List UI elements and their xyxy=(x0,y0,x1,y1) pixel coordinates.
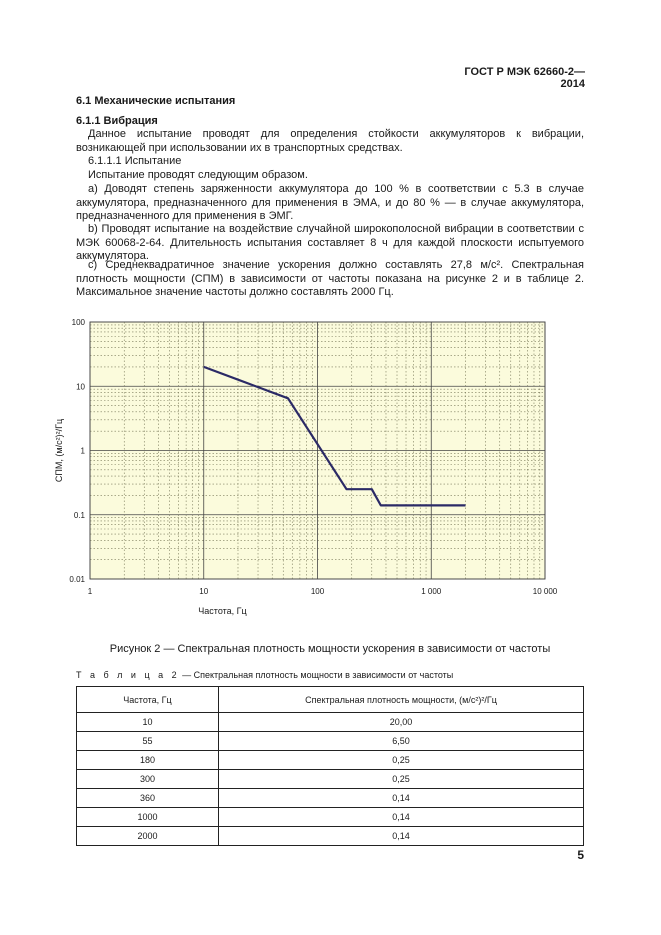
document-header: ГОСТ Р МЭК 62660-2—2014 xyxy=(464,66,585,90)
figure-caption: Рисунок 2 — Спектральная плотность мощности ускорения в зависимости от частоты xyxy=(109,643,551,655)
cell-psd: 0,25 xyxy=(219,751,584,770)
column-header-frequency: Частота, Гц xyxy=(77,687,219,713)
x-tick-label: 10 xyxy=(199,587,209,596)
table-row xyxy=(77,808,584,827)
table-row xyxy=(77,827,584,846)
cell-psd: 0,14 xyxy=(219,827,584,846)
cell-frequency: 360 xyxy=(77,789,219,808)
y-tick-label: 0.01 xyxy=(69,575,85,584)
cell-psd: 20,00 xyxy=(219,713,584,732)
page-number: 5 xyxy=(577,848,584,862)
table-header-row xyxy=(77,687,584,713)
table-row xyxy=(77,751,584,770)
cell-psd: 0,14 xyxy=(219,808,584,827)
column-header-psd: Спектральная плотность мощности, (м/с²)²/Гц xyxy=(219,687,584,713)
y-tick-label: 0.1 xyxy=(73,510,85,520)
subsection-title: 6.1.1 Вибрация xyxy=(76,115,158,127)
y-tick-label: 100 xyxy=(71,318,85,327)
cell-frequency: 1000 xyxy=(77,808,219,827)
cell-frequency: 10 xyxy=(77,713,219,732)
x-tick-label: 1 xyxy=(87,587,93,596)
psd-table xyxy=(76,686,584,846)
paragraph-test-procedure: Испытание проводят следующим образом. xyxy=(88,169,308,181)
paragraph-test-heading: 6.1.1.1 Испытание xyxy=(88,155,182,167)
cell-frequency: 55 xyxy=(77,732,219,751)
paragraph-item-c: с) Среднеквадратичное значение ускорения должно составлять 27,8 м/с². Спектральная плотность мощности (СПМ) в зависимости от частоты показана на рисунке 2 и в таблице 2. Максимальное значение частоты должно составлять 2000 Гц. xyxy=(76,259,584,299)
cell-frequency: 300 xyxy=(77,770,219,789)
y-tick-label: 1 xyxy=(80,446,85,456)
cell-psd: 6,50 xyxy=(219,732,584,751)
paragraph-intro: Данное испытание проводят для определения стойкости аккумуляторов к вибрации, возникающей при использовании их в транспортных средствах. xyxy=(76,128,584,154)
table-row xyxy=(77,732,584,751)
x-tick-label: 1 000 xyxy=(421,587,442,596)
y-tick-label: 10 xyxy=(76,382,85,392)
y-axis-label: СПМ, (м/с²)²/Гц xyxy=(54,418,64,483)
table-row xyxy=(77,770,584,789)
cell-psd: 0,25 xyxy=(219,770,584,789)
cell-psd: 0,14 xyxy=(219,789,584,808)
paragraph-item-b: b) Проводят испытание на воздействие случайной широкополосной вибрации в соответствии с МЭК 60068-2-64. Длительность испытания составляет 8 ч для каждой плоскости испытуемого аккумулятора. xyxy=(76,223,584,263)
cell-frequency: 2000 xyxy=(77,827,219,846)
x-tick-label: 100 xyxy=(310,587,325,596)
paragraph-item-a: а) Доводят степень заряженности аккумулятора до 100 % в соответствии с 5.3 в случае аккумулятора, предназначенного для применения в ЭМА, и до 80 % — в случае аккумулятора, предназначенного для применения в ЭМГ. xyxy=(76,183,584,223)
table-row xyxy=(77,713,584,732)
x-axis-label: Частота, Гц xyxy=(198,606,247,616)
x-tick-label: 10 000 xyxy=(532,587,558,596)
table-title: Т а б л и ц а 2 — Спектральная плотность мощности в зависимости от частоты xyxy=(76,670,454,680)
cell-frequency: 180 xyxy=(77,751,219,770)
table-row xyxy=(77,789,584,808)
section-title: 6.1 Механические испытания xyxy=(76,95,236,107)
